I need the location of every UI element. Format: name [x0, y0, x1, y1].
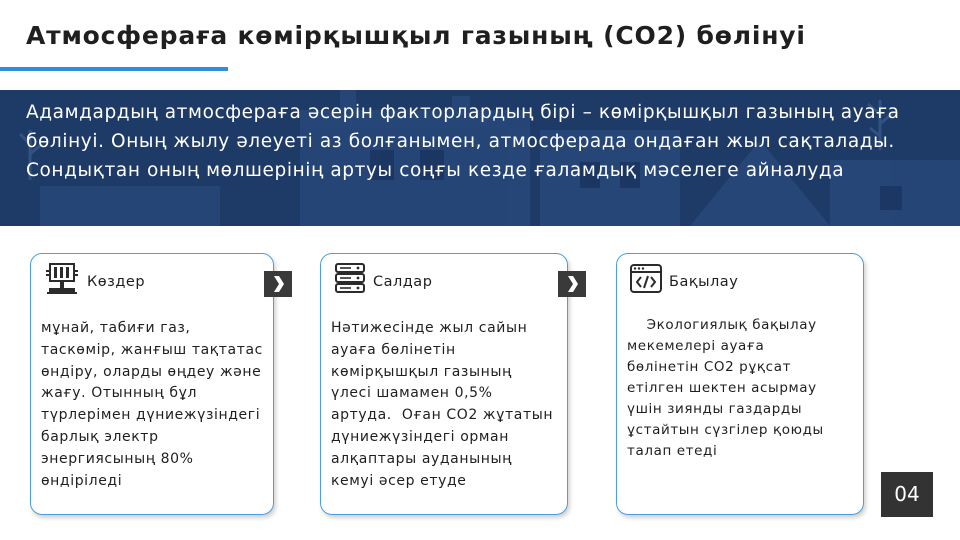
page-number-badge: 04	[881, 472, 933, 517]
slide-title: Атмосфераға көмірқышқыл газының (СО2) бөлінуі	[26, 21, 806, 50]
next-arrow-button[interactable]	[264, 271, 292, 297]
card-body: Экологиялық бақылау мекемелері ауаға бөлінетін СО2 рұқсат етілген шектен асырмау үшін зиянды газдарды ұстайтын сүзгілер қоюды талап етеді	[627, 317, 829, 459]
card-label: Бақылау	[669, 274, 739, 290]
card-body: Нәтижесінде жыл сайын ауаға бөлінетін көмірқышқыл газының үлесі шамамен 0,5% артуда. Оған СО2 жұтатын дүниежүзіндегі орман алқаптары ауданының кемуі әсер етуде	[331, 320, 559, 489]
chevron-right-icon	[264, 271, 292, 297]
card-control	[616, 253, 864, 515]
card-label: Салдар	[373, 274, 433, 290]
database-stack-icon	[333, 262, 367, 296]
chevron-right-icon	[558, 271, 586, 297]
card-sources	[30, 253, 274, 515]
next-arrow-button[interactable]	[558, 271, 586, 297]
card-label: Көздер	[87, 274, 146, 290]
server-monitor-icon	[45, 262, 79, 296]
card-consequences	[320, 253, 568, 515]
code-window-icon	[629, 262, 663, 296]
banner-text: Адамдардың атмосфераға әсерін факторлардың бірі – көмірқышқыл газының ауаға бөлінуі. Оның жылу әлеуеті аз болғанымен, атмосферада ондаған жыл сақталады. Сондықтан оның мөлшерінің артуы соңғы кезде ғаламдық мәселеге айналуда	[26, 102, 900, 181]
title-underline	[0, 67, 228, 71]
card-body: мұнай, табиғи газ, таскөмір, жанғыш тақтатас өндіру, оларды өңдеу және жағу. Отынның бұл түрлерімен дүниежүзіндегі барлық электр энергиясының 80% өндіріледі	[41, 320, 269, 489]
banner	[0, 90, 960, 226]
